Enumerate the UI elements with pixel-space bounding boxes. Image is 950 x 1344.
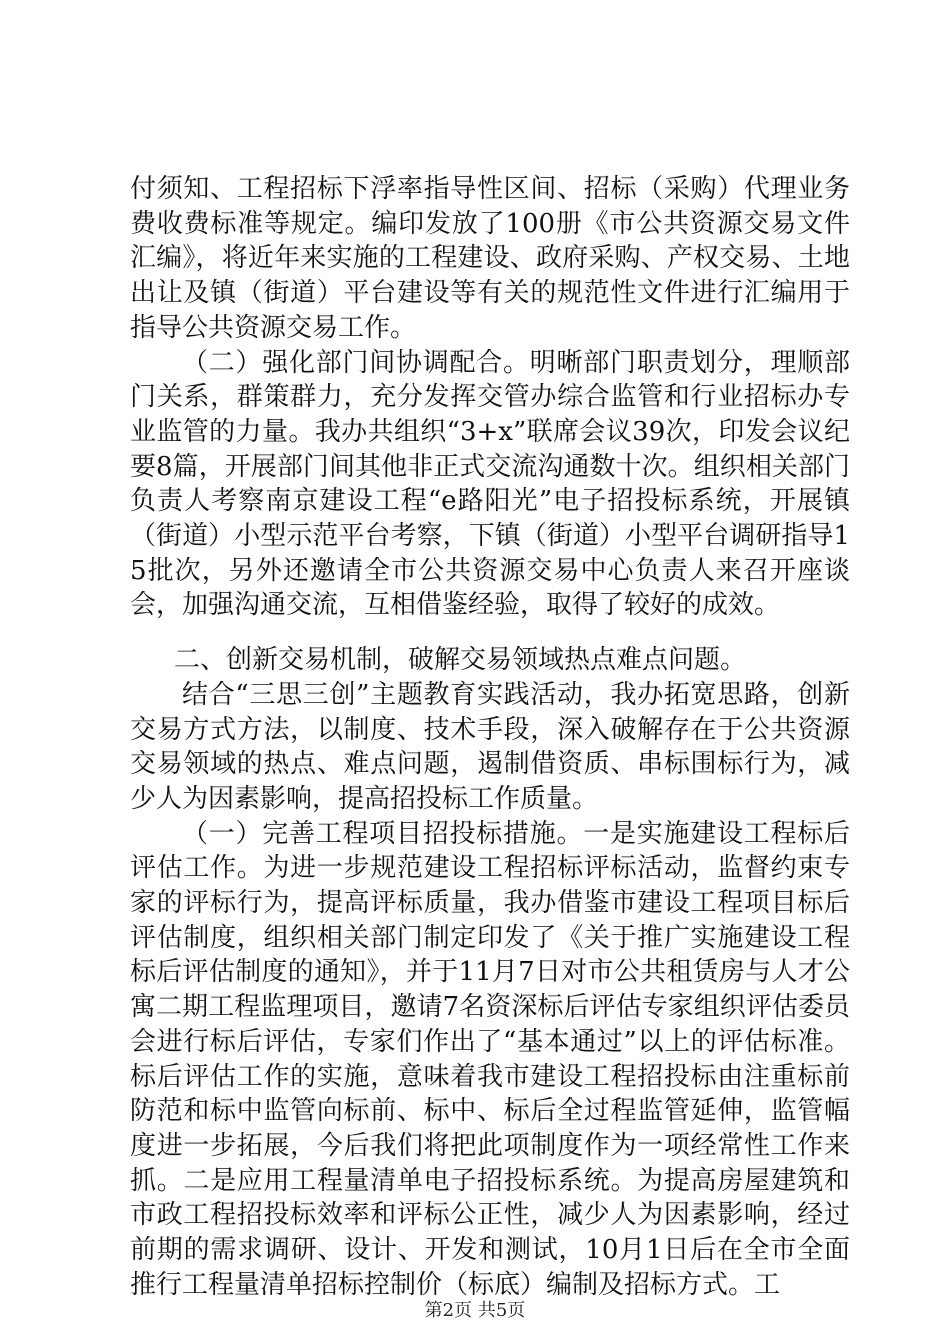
document-body: [130, 172, 850, 1303]
paragraph-gap: [130, 623, 850, 643]
section-heading: 二、创新交易机制，破解交易领域热点难点问题。: [174, 645, 747, 676]
paragraph-intro: 结合“三思三创”主题教育实践活动，我办拓宽思路，创新交易方式方法，以制度、技术手段，深入破解存在于公共资源交易领域的热点、难点问题，遏制借资质、串标围标行为，减少人为因素影响，提高招投标工作质量。: [130, 679, 850, 814]
paragraph-section-2: （二）强化部门间协调配合。明晰部门职责划分，理顺部门关系，群策群力，充分发挥交管办综合监管和行业招标办专业监管的力量。我办共组织“3+x”联席会议39次，印发会议纪要8篇，开展部门间其他非正式交流沟通数十次。组织相关部门负责人考察南京建设工程“e路阳光”电子招投标系统，开展镇（街道）小型示范平台考察，下镇（街道）小型平台调研指导15批次，另外还邀请全市公共资源交易中心负责人来召开座谈会，加强沟通交流，互相借鉴经验，取得了较好的成效。: [130, 347, 850, 621]
paragraph-continuation: 付须知、工程招标下浮率指导性区间、招标（采购）代理业务费收费标准等规定。编印发放了100册《市公共资源交易文件汇编》，将近年来实施的工程建设、政府采购、产权交易、土地出让及镇（街道）平台建设等有关的规范性文件进行汇编用于指导公共资源交易工作。: [130, 174, 850, 343]
page-number: 第2页 共5页: [424, 1300, 526, 1321]
paragraph-subsection-1: （一）完善工程项目招投标措施。一是实施建设工程标后评估工作。为进一步规范建设工程招标评标活动，监督约束专家的评标行为，提高评标质量，我办借鉴市建设工程项目标后评估制度，组织相关部门制定印发了《关于推广实施建设工程标后评估制度的通知》，并于11月7日对市公共租赁房与人才公寓二期工程监理项目，邀请7名资深标后评估专家组织评估委员会进行标后评估，专家们作出了“基本通过”以上的评估标准。标后评估工作的实施，意味着我市建设工程招投标由注重标前防范和标中监管向标前、标中、标后全过程监管延伸，监管幅度进一步拓展，今后我们将把此项制度作为一项经常性工作来抓。二是应用工程量清单电子招投标系统。为提高房屋建筑和市政工程招投标效率和评标公正性，减少人为因素影响，经过前期的需求调研、设计、开发和测试，10月1日后在全市全面推行工程量清单招标控制价（标底）编制及招标方式。工: [130, 818, 850, 1300]
